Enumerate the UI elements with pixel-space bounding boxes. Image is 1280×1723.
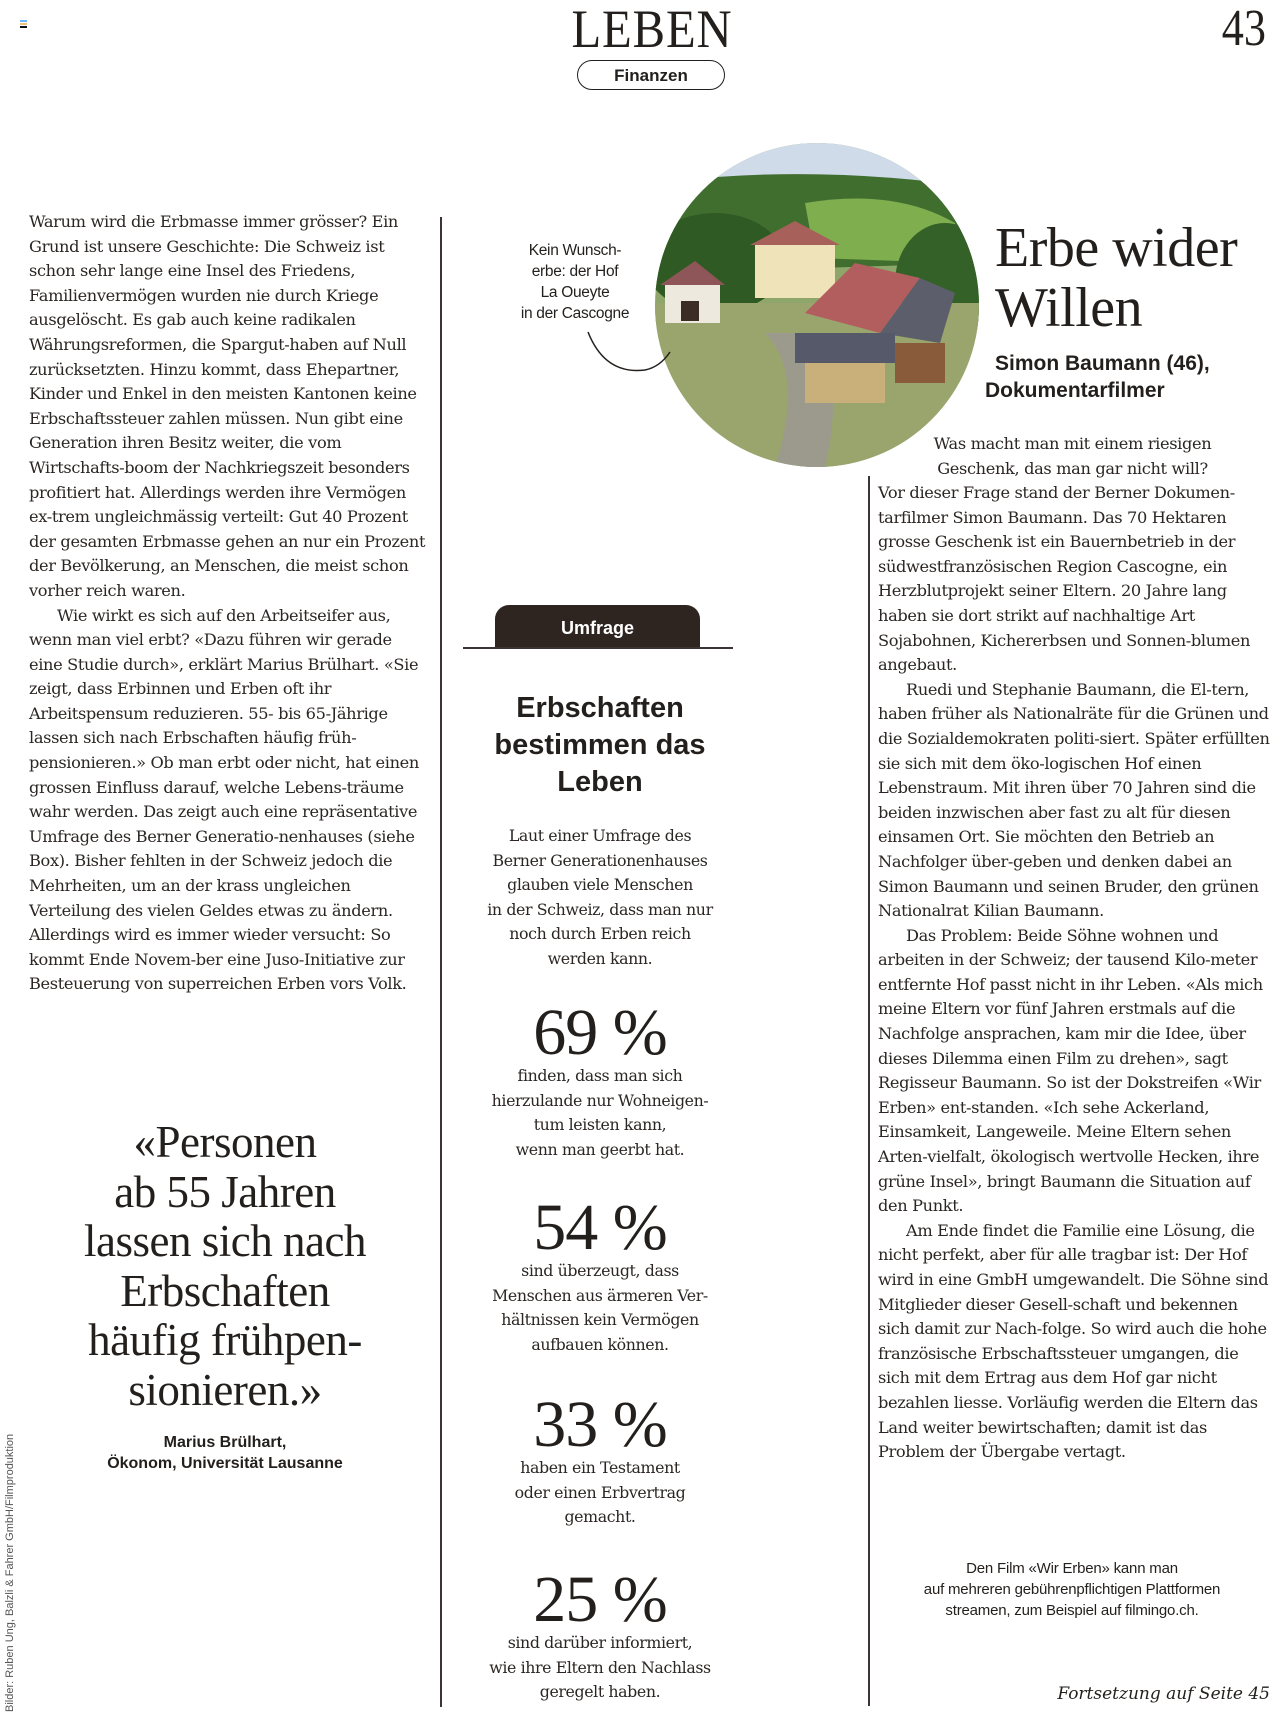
pull-quote-line: ab 55 Jahren: [114, 1166, 336, 1217]
right-article-column: [878, 481, 1273, 1465]
caption-line: Kein Wunsch-: [528, 242, 622, 259]
stat-line: finden, dass man sich: [517, 1066, 683, 1085]
column-divider: [868, 476, 870, 1706]
stat-line: tum leisten kann,: [533, 1115, 667, 1134]
survey-stat: [455, 1565, 745, 1705]
page-number: 43: [1221, 0, 1266, 57]
film-note-line: streamen, zum Beispiel auf filmingo.ch.: [945, 1602, 1199, 1619]
survey-intro: [455, 824, 745, 971]
article-lead: [880, 432, 1265, 481]
stat-value: 33 %: [533, 1388, 667, 1461]
stat-value: 25 %: [533, 1563, 667, 1636]
headline-line: Willen: [995, 277, 1143, 339]
pull-quote-line: lassen sich nach: [84, 1216, 366, 1266]
subhead-line: Simon Baumann (46),: [995, 352, 1210, 375]
intro-line: in der Schweiz, dass man nur: [487, 899, 713, 919]
stat-line: geregelt haben.: [539, 1682, 661, 1701]
lead-line: Was macht man mit einem riesigen: [933, 434, 1212, 453]
pull-quote: [40, 1118, 410, 1415]
survey-title: [455, 690, 745, 801]
stat-line: sind darüber informiert,: [507, 1633, 693, 1652]
article-headline: [995, 218, 1280, 338]
paragraph: Warum wird die Erbmasse immer grösser? Ein Grund ist unsere Geschichte: Die Schweiz ist schon sehr lange eine Insel des Friedens, Familienvermögen wurden nie durch Kriege ausgelöscht. Es gab auch keine radikalen Währungsreformen, die Spargut-haben auf Null zurücksetzten. Hinzu kommt, dass Ehepartner, Kinder und Enkel in den meisten Kantonen keine Erbschaftssteuer zahlen müssen. Nun gibt eine Generation ihren Besitz weiter, die vom Wirtschafts-boom der Nachkriegszeit besonders profitiert hat. Allerdings werden ihre Vermögen ex-trem ungleichmässig verteilt: Gut 40 Prozent der gesamten Erbmasse gehen an nur ein Prozent der Bevölkerung, an Menschen, die meist schon vorher reich waren.: [29, 212, 426, 600]
stat-line: aufbauen können.: [531, 1334, 669, 1354]
intro-line: noch durch Erben reich: [509, 924, 691, 943]
film-note: [872, 1558, 1272, 1621]
stat-value: 54 %: [533, 1191, 667, 1264]
stat-value: 69 %: [533, 996, 667, 1069]
caption-pointer-icon: [585, 330, 675, 380]
stat-line: hierzulande nur Wohneigen-: [491, 1090, 709, 1110]
intro-line: werden kann.: [547, 948, 653, 968]
film-note-line: Den Film «Wir Erben» kann man: [966, 1560, 1178, 1577]
left-article-column: [29, 210, 429, 997]
intro-line: Laut einer Umfrage des: [508, 826, 692, 845]
survey-stat: [455, 998, 745, 1162]
pull-quote-line: Erbschaften: [120, 1265, 330, 1316]
caption-line: in der Cascogne: [520, 305, 630, 322]
pull-quote-attribution: [40, 1432, 410, 1474]
survey-tab-label: Umfrage: [495, 605, 700, 648]
paragraph: Wie wirkt es sich auf den Arbeitseifer aus, wenn man viel erbt? «Dazu führen wir gerade eine Studie durch», erklärt Marius Brülhart. «Sie zeigt, dass Erbinnen und Erben oft ihr Arbeitspensum reduzieren. 55- bis 65-Jährige lassen sich nach Erbschaften häufig früh-pensionieren.» Ob man erbt oder nicht, hat einen grossen Einfluss darauf, welche Lebens-träume wahr werden. Das zeigt auch eine repräsentative Umfrage des Berner Generatio-nenhauses (siehe Box). Bisher fehlten in der Schweiz jedoch die Mehrheiten, um an der krass ungleichen Verteilung des vielen Geldes etwas zu ändern. Allerdings wird es immer wieder versucht: So kommt Ende Novem-ber eine Juso-Initiative zur Besteuerung von superreichen Erben vors Volk.: [29, 605, 419, 994]
article-subhead: [985, 350, 1280, 404]
stat-line: hältnissen kein Vermögen: [501, 1310, 699, 1329]
headline-line: Erbe wider: [995, 217, 1238, 279]
stat-line: haben ein Testament: [520, 1458, 680, 1477]
farm-photo: [655, 143, 979, 467]
quote-author-name: Marius Brülhart,: [163, 1434, 287, 1451]
stat-line: sind überzeugt, dass: [521, 1261, 679, 1280]
intro-line: glauben viele Menschen: [507, 875, 693, 894]
survey-title-line: Erbschaften: [516, 692, 684, 724]
subhead-line: Dokumentarfilmer: [985, 379, 1165, 402]
survey-stat: [455, 1193, 745, 1357]
pull-quote-line: häufig frühpen-: [88, 1315, 362, 1365]
stat-line: oder einen Erbvertrag: [514, 1482, 686, 1502]
survey-stat: [455, 1390, 745, 1530]
stat-line: Menschen aus ärmeren Ver-: [492, 1285, 708, 1305]
photo-caption: [500, 240, 650, 324]
stat-line: gemacht.: [564, 1507, 636, 1526]
survey-title-line: bestimmen das: [494, 729, 706, 761]
pull-quote-line: sionieren.»: [128, 1364, 322, 1415]
rubric-badge: Finanzen: [577, 60, 725, 90]
stat-line: wie ihre Eltern den Nachlass: [489, 1657, 711, 1677]
continued-link[interactable]: Fortsetzung auf Seite 45: [1057, 1684, 1270, 1704]
paragraph: Ruedi und Stephanie Baumann, die El-tern, haben früher als Nationalräte für die Grünen und die Sozialdemokraten politi-siert. Später erfüllten sie sich mit dem öko-logischen Hof einen Lebenstraum. Mit ihren über 70 Jahren sind die beiden inzwischen aber fast zu alt für diesen einsamen Ort. Sie möchten den Betrieb an Nachfolger über-geben und denken dabei an Simon Baumann und seinen Bruder, den grünen Nationalrat Kilian Baumann.: [878, 679, 1270, 921]
caption-line: erbe: der Hof: [531, 263, 619, 280]
quote-author-role: Ökonom, Universität Lausanne: [107, 1455, 343, 1472]
intro-line: Berner Generationenhauses: [492, 850, 708, 870]
paragraph: Am Ende findet die Familie eine Lösung, die nicht perfekt, aber für alle tragbar ist: Der Hof wird in eine GmbH umgewandelt. Die Söhne sind Mitglieder dieser Gesell-schaft und bekennen sich damit zur Nach-folge. So wird auch die hohe französische Erbschaftssteuer umgangen, die sich mit dem Ertrag aus dem Hof gar nicht bezahlen liesse. Vorläufig werden die Eltern das Land weiter bewirtschaften; damit ist das Problem der Übergabe vertagt.: [878, 1220, 1269, 1462]
column-divider: [440, 217, 442, 1707]
photo-credit: Bilder: Ruben Ung, Balzli & Fahrer GmbH/Filmproduktion: [4, 1433, 16, 1712]
pull-quote-line: «Personen: [133, 1117, 317, 1167]
section-title: LEBEN: [571, 0, 733, 59]
stat-line: wenn man geerbt hat.: [515, 1139, 685, 1159]
survey-title-line: Leben: [557, 766, 643, 798]
paragraph: Das Problem: Beide Söhne wohnen und arbeiten in der Schweiz; der tausend Kilo-meter entfernte Hof passt nicht in ihr Leben. «Als mich meine Eltern vor fünf Jahren erstmals auf die Nachfolge ansprachen, kam mir die Idee, über dieses Dilemma einen Film zu drehen», sagt Regisseur Baumann. So ist der Dokstreifen «Wir Erben» ent-standen. «Ich sehe Ackerland, Einsamkeit, Langeweile. Meine Eltern sehen Arten-vielfalt, ökologisch wertvolle Hecken, ihre grüne Insel», bringt Baumann die Situation auf den Punkt.: [878, 925, 1263, 1216]
caption-line: La Oueyte: [540, 284, 610, 301]
lead-line: Geschenk, das man gar nicht will?: [937, 458, 1208, 478]
farm-aerial-image: [655, 143, 979, 467]
paragraph: Vor dieser Frage stand der Berner Dokumen-tarfilmer Simon Baumann. Das 70 Hektaren grosse Geschenk ist ein Bauernbetrieb in der südwestfranzösischen Region Cascogne, ein Herzblutprojekt seiner Eltern. 20 Jahre lang haben sie dort strikt auf nachhaltige Art Sojabohnen, Kichererbsen und Sonnen-blumen angebaut.: [878, 483, 1251, 675]
film-note-line: auf mehreren gebührenpflichtigen Plattformen: [923, 1581, 1221, 1598]
publication-logo-icon: [20, 20, 27, 29]
survey-divider: [463, 647, 733, 649]
